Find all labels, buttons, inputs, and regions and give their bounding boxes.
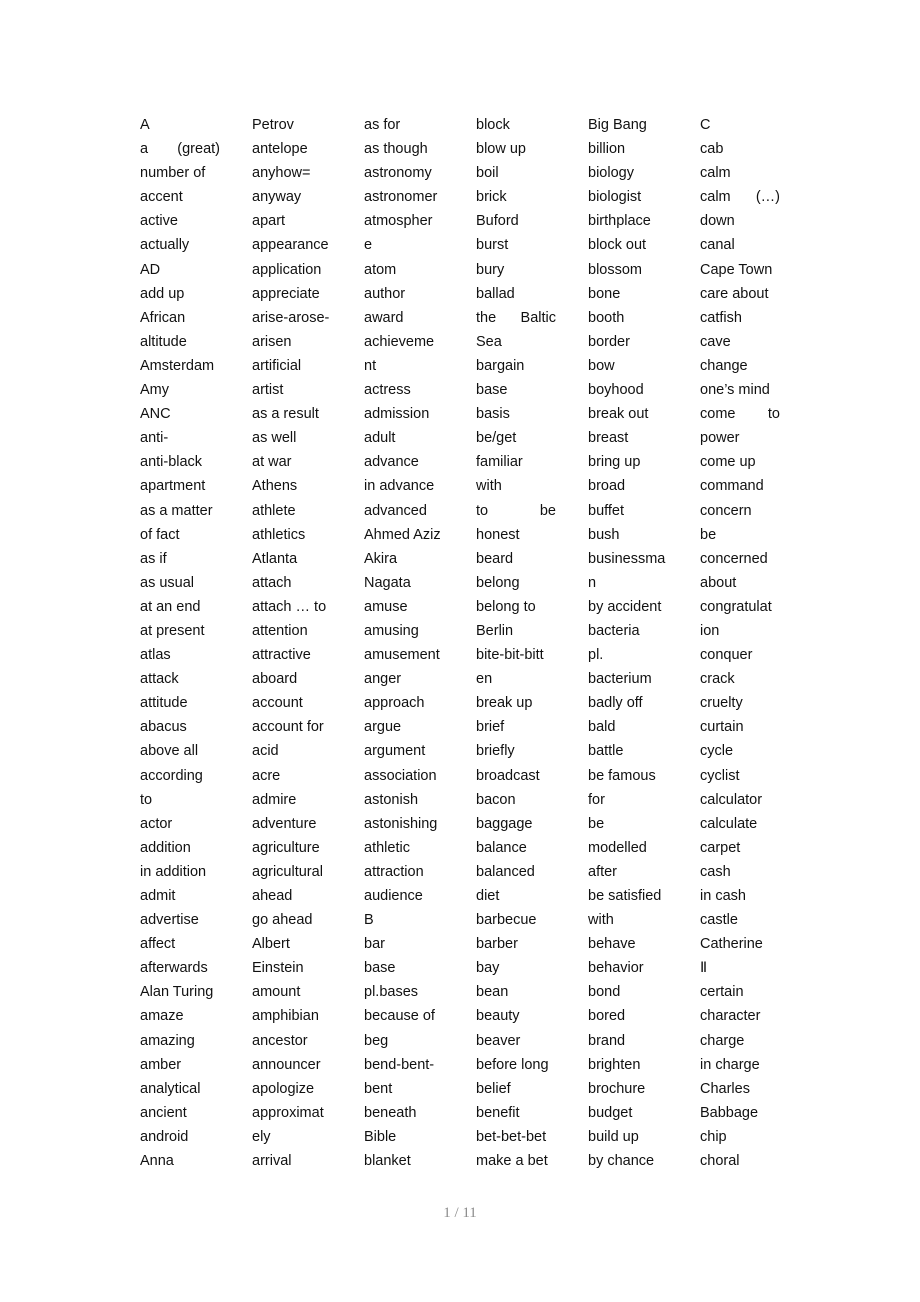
word-entry: author [364,285,406,302]
word-entry: astonishing [364,815,438,832]
word-entry: atom [364,261,397,278]
word-entry: blanket [364,1153,411,1170]
word-entry: burst [476,237,509,254]
word-entry: cash [700,863,731,880]
word-entry: modelled [588,839,647,856]
word-entry: buffet [588,502,625,519]
word-entry: ancient [140,1104,187,1121]
word-entry: Catherine [700,936,763,953]
word-entry: bet-bet-bet [476,1128,547,1145]
word-entry: acid [252,743,279,760]
word-entry: abacus [140,719,187,736]
word-entry: congratulat [700,598,772,615]
word-entry: affect [140,936,176,953]
word-entry: B [364,912,374,929]
word-entry: arise-arose- [252,309,330,326]
word-entry: Einstein [252,960,304,977]
word-entry [140,137,220,161]
word-entry: amuse [364,598,408,615]
word-entry: afterwards [140,960,208,977]
word-entry: audience [364,888,423,904]
word-entry: bacterium [588,671,652,688]
word-entry: bring up [588,454,641,471]
word-entry: amount [252,984,301,1001]
word-entry: astronomy [364,165,432,182]
word-entry: C [700,117,711,133]
word-entry: block out [588,237,647,254]
word-entry: base [476,382,508,399]
word-entry: account [252,695,303,712]
word-entry: adult [364,430,396,447]
word-entry: as a matter [140,502,213,519]
word-entry [476,499,556,523]
word-entry: choral [700,1153,740,1170]
word-entry: as for [364,117,401,133]
word-entry: border [588,333,630,350]
word-entry: blossom [588,261,642,278]
word-entry: nt [364,357,377,374]
word-entry: argument [364,743,426,760]
word-entry: Alan Turing [140,984,214,1001]
word-entry: actor [140,815,173,832]
word-part: the [476,309,497,326]
word-entry: change [700,357,748,374]
word-entry: after [588,863,618,880]
word-entry: beneath [364,1104,417,1121]
word-entry: atlas [140,647,171,664]
word-entry: apartment [140,478,206,495]
word-entry: cave [700,333,731,350]
word-entry: in addition [140,863,207,880]
word-entry: make a bet [476,1153,548,1170]
word-part: a [140,141,149,158]
word-entry: for [588,791,605,808]
word-column-4 [476,113,572,1173]
word-entry: number of [140,165,206,182]
word-entry: above all [140,743,199,760]
word-entry: character [700,1008,761,1025]
word-entry: astonish [364,791,419,808]
word-entry: charge [700,1032,745,1049]
word-entry: Akira [364,550,398,567]
word-entry: build up [588,1128,639,1145]
word-entry: beaver [476,1032,521,1049]
word-entry: accent [140,189,183,206]
word-entry: in charge [700,1056,760,1073]
word-entry: calculate [700,815,758,832]
word-entry: AD [140,261,161,278]
word-entry: announcer [252,1056,321,1073]
word-entry: before long [476,1056,549,1073]
word-entry: blow up [476,141,526,158]
word-column-3 [364,113,460,1173]
word-entry: Ahmed Aziz [364,526,441,543]
word-entry: as though [364,141,428,158]
word-entry: behavior [588,960,644,977]
word-entry: Buford [476,213,519,230]
word-entry: altitude [140,333,187,350]
word-entry: Babbage [700,1104,759,1121]
word-entry: bay [476,960,500,977]
word-entry: boyhood [588,382,644,399]
word-entry: bow [588,357,615,374]
word-entry: attack [140,671,179,688]
word-entry: barbecue [476,912,537,929]
word-entry: amber [140,1056,182,1073]
word-entry: as well [252,430,297,447]
word-entry: pl.bases [364,984,419,1001]
word-entry: association [364,767,437,784]
word-entry: Petrov [252,117,294,133]
word-column-6 [700,113,796,1173]
word-entry: active [140,213,178,230]
word-entry: antelope [252,141,308,158]
word-entry: bone [588,285,621,302]
word-entry: anger [364,671,402,688]
word-entry: e [364,237,373,254]
word-entry: castle [700,912,738,929]
word-entry: bush [588,526,620,543]
word-entry: appearance [252,237,329,254]
word-entry: Berlin [476,622,514,639]
word-entry: with [588,912,614,929]
word-entry: ballad [476,285,515,302]
word-entry: Cape Town [700,261,773,278]
word-entry: application [252,261,322,278]
word-entry: beard [476,550,514,567]
word-part: be [539,502,556,519]
word-entry: ion [700,622,720,639]
word-entry: apart [252,213,286,230]
word-entry: adventure [252,815,317,832]
word-entry: admission [364,406,430,423]
word-entry: agricultural [252,863,323,880]
word-entry: balance [476,839,527,856]
word-part: Baltic [520,309,556,326]
word-column-5 [588,113,684,1173]
word-entry: appreciate [252,285,320,302]
word-entry: command [700,478,764,495]
word-entry: amphibian [252,1008,319,1025]
word-entry: broad [588,478,626,495]
word-entry: bored [588,1008,626,1025]
word-entry: bacteria [588,622,640,639]
word-entry: Bible [364,1128,397,1145]
word-entry: break out [588,406,649,423]
word-entry: canal [700,237,735,254]
word-entry: crack [700,671,735,688]
word-entry: argue [364,719,402,736]
word-entry: Ⅱ [700,960,708,977]
word-entry: artificial [252,357,302,374]
word-entry: amusement [364,647,440,664]
word-entry: Amsterdam [140,357,215,374]
word-entry: bond [588,984,621,1001]
word-entry: add up [140,285,185,302]
word-entry: care about [700,285,769,302]
word-entry: bar [364,936,385,953]
word-entry: power [700,430,740,447]
word-entry: familiar [476,454,523,471]
word-entry: approach [364,695,425,712]
word-entry: battle [588,743,624,760]
word-entry: aboard [252,671,298,688]
word-entry: budget [588,1104,633,1121]
word-entry: anti- [140,430,169,447]
word-entry: amazing [140,1032,195,1049]
word-entry: come up [700,454,756,471]
word-entry: n [588,574,597,591]
word-column-2 [252,113,348,1173]
word-entry: agriculture [252,839,320,856]
word-entry: Sea [476,333,502,350]
word-entry: conquer [700,647,753,664]
word-entry: booth [588,309,625,326]
word-part: (…) [755,189,780,206]
word-entry: at war [252,454,292,471]
word-entry: as a result [252,406,319,423]
word-entry: amaze [140,1008,184,1025]
word-entry: addition [140,839,191,856]
word-entry: admit [140,888,176,904]
word-entry: Atlanta [252,550,298,567]
word-entry [476,306,556,330]
word-entry: down [700,213,735,230]
word-entry: achieveme [364,333,435,350]
word-entry: athletic [364,839,410,856]
word-entry: attraction [364,863,424,880]
word-entry: anti-black [140,454,203,471]
word-entry: certain [700,984,744,1001]
word-entry: approximat [252,1104,324,1121]
word-entry: apologize [252,1080,315,1097]
word-entry: attach … to [252,598,327,615]
word-entry: be [700,526,717,543]
word-entry: because of [364,1008,435,1025]
word-entry: attach [252,574,292,591]
word-entry: Albert [252,936,290,953]
word-entry: belief [476,1080,511,1097]
word-entry: Big Bang [588,117,647,133]
word-entry: honest [476,526,520,543]
word-entry: with [476,478,502,495]
word-entry: actress [364,382,411,399]
word-entry: base [364,960,396,977]
word-entry: biology [588,165,634,182]
word-entry: Anna [140,1153,174,1170]
word-entry: of fact [140,526,180,543]
word-entry: briefly [476,743,515,760]
word-entry: ahead [252,888,293,904]
word-entry: basis [476,406,510,423]
word-entry: admire [252,791,297,808]
word-entry: birthplace [588,213,651,230]
word-entry: baggage [476,815,533,832]
word-entry: be satisfied [588,888,662,904]
word-entry: broadcast [476,767,540,784]
word-entry: beg [364,1032,389,1049]
word-entry: Amy [140,382,169,399]
word-entry: about [700,574,737,591]
word-entry: athletics [252,526,306,543]
word-entry: brighten [588,1056,641,1073]
word-entry: curtain [700,719,744,736]
word-entry [700,402,780,426]
word-entry: be/get [476,430,517,447]
word-entry: attractive [252,647,311,664]
word-entry: be famous [588,767,656,784]
word-entry: anyway [252,189,302,206]
word-entry: in cash [700,888,746,904]
word-entry: chip [700,1128,727,1145]
word-entry: pl. [588,647,604,664]
word-entry: android [140,1128,189,1145]
word-entry: boil [476,165,499,182]
word-entry: acre [252,767,281,784]
word-entry: advanced [364,502,427,519]
word-entry: bent [364,1080,393,1097]
word-entry: cruelty [700,695,743,712]
word-entry: cab [700,141,724,158]
word-entry: brick [476,189,507,206]
word-entry: benefit [476,1104,520,1121]
word-column-1 [140,113,236,1173]
word-entry: ely [252,1128,271,1145]
word-entry: by chance [588,1153,655,1170]
page-number: 1 / 11 [443,1205,477,1221]
word-entry: biologist [588,189,642,206]
word-entry: amusing [364,622,419,639]
word-entry: carpet [700,839,741,856]
word-entry: one’s mind [700,382,770,399]
word-entry: artist [252,382,284,399]
word-entry: concerned [700,550,768,567]
word-entry: at an end [140,598,201,615]
word-entry: concern [700,502,752,519]
word-entry: businessma [588,550,666,567]
word-entry: breast [588,430,629,447]
word-entry: billion [588,141,626,158]
word-entry: calm [700,165,731,182]
word-part: to [767,406,780,423]
word-entry: belong to [476,598,536,615]
word-entry: badly off [588,695,643,712]
word-part: to [476,502,489,519]
word-entry: by accident [588,598,662,615]
word-entry: A [140,117,150,133]
word-entry: attitude [140,695,188,712]
word-entry: balanced [476,863,535,880]
word-entry: analytical [140,1080,201,1097]
word-entry: as usual [140,574,195,591]
word-entry: bite-bit-bitt [476,647,544,664]
word-entry: beauty [476,1008,520,1025]
word-entry: bald [588,719,616,736]
word-entry: cycle [700,743,734,760]
word-entry: atmospher [364,213,433,230]
word-entry: Athens [252,478,298,495]
word-entry: be [588,815,605,832]
word-entry: according [140,767,203,784]
word-entry: calculator [700,791,763,808]
word-entry: to [140,791,153,808]
word-entry: as if [140,550,167,567]
word-entry: go ahead [252,912,313,929]
word-entry: Nagata [364,574,411,591]
word-entry: bend-bent- [364,1056,435,1073]
word-entry: advance [364,454,419,471]
word-entry: ancestor [252,1032,308,1049]
word-entry: bacon [476,791,516,808]
word-entry: African [140,309,186,326]
word-entry: block [476,117,510,133]
word-entry: ANC [140,406,171,423]
word-entry: arisen [252,333,292,350]
word-entry: break up [476,695,533,712]
word-part: calm [700,189,731,206]
word-entry: behave [588,936,636,953]
word-entry: bargain [476,357,525,374]
word-entry: at present [140,622,205,639]
word-entry: anyhow= [252,165,311,182]
word-entry: en [476,671,493,688]
word-entry: bean [476,984,509,1001]
word-entry: actually [140,237,190,254]
word-entry: barber [476,936,518,953]
word-entry: award [364,309,404,326]
word-entry: arrival [252,1153,292,1170]
word-part: (great) [177,141,220,158]
word-entry: astronomer [364,189,438,206]
word-part: come [700,406,736,423]
word-entry: athlete [252,502,296,519]
word-entry: brochure [588,1080,646,1097]
word-entry: brand [588,1032,626,1049]
word-entry [700,185,780,209]
word-entry: diet [476,888,500,904]
word-entry: cyclist [700,767,740,784]
word-entry: belong [476,574,520,591]
word-entry: brief [476,719,505,736]
word-entry: advertise [140,912,199,929]
word-entry: catfish [700,309,742,326]
word-entry: bury [476,261,505,278]
word-entry: Charles [700,1080,750,1097]
word-entry: in advance [364,478,435,495]
word-entry: attention [252,622,308,639]
word-entry: account for [252,719,324,736]
